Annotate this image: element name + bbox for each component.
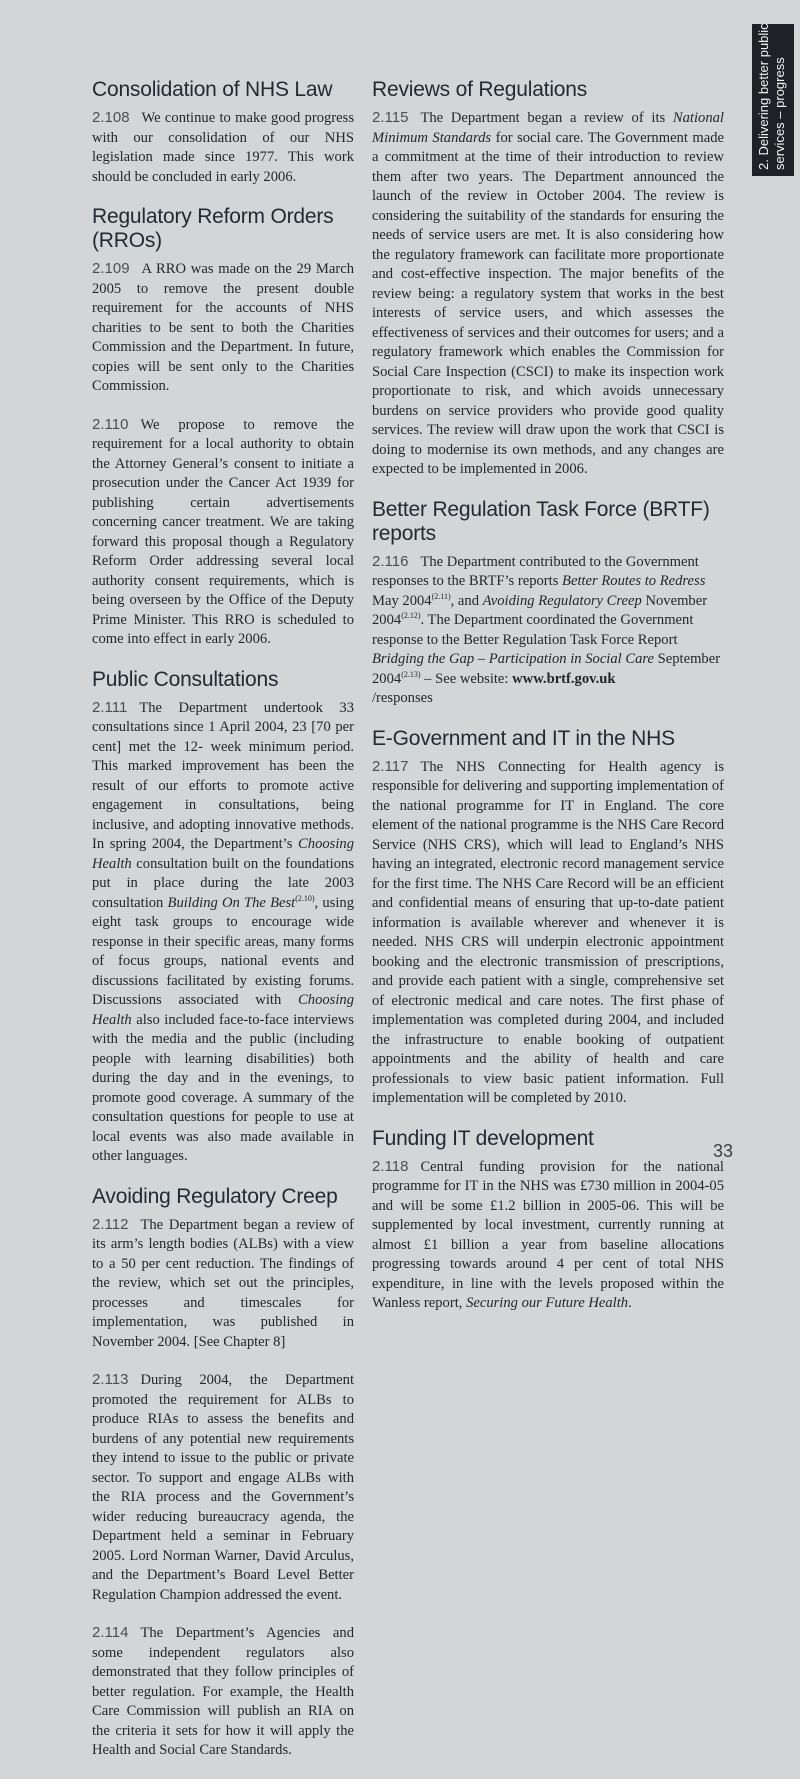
- para-text: The Department began a review of its arm’s length bodies (ALBs) with a view to a 50 per cent reduction. The findings of the review, which set out the principles, processes and timescales for implementation, was published in November 2004. [See Chapter 8]: [92, 1216, 354, 1350]
- para-text: . The Department coordinated the Government response to the Better Regulation Task Force Report: [372, 612, 694, 648]
- para-text: The Department contributed to the Government responses to the BRTF’s reports: [372, 553, 699, 589]
- website-link[interactable]: www.brtf.gov.uk: [512, 670, 616, 687]
- para-text: The Department began a review of its: [420, 110, 673, 126]
- italic-title: Avoiding Regulatory Creep: [482, 592, 642, 609]
- para-text: We continue to make good progress with our consolidation of our NHS legislation made since 1977. This work should be concluded in early 2006.: [92, 110, 354, 185]
- para-number: 2.108: [92, 109, 130, 126]
- side-tab-line: 2. Delivering better public: [756, 23, 771, 170]
- italic-title: Securing our Future Health: [466, 1295, 629, 1311]
- para-2-114: [92, 1623, 354, 1761]
- para-number: 2.113: [92, 1371, 129, 1388]
- para-2-115: [372, 108, 724, 480]
- para-2-108: [92, 108, 354, 187]
- section-side-tab: [752, 24, 794, 176]
- left-column: [92, 78, 354, 1779]
- para-text: Central funding provision for the national programme for IT in the NHS was £730 million in 2004-05 and will be some £1.2 billion in 2005-06. This will be supplemented by local investment, currently running at almost £1 billion a year from baseline allocations progressing towards around 4 per cent of total NHS expenditure, in line with the levels proposed within the Wanless report,: [372, 1158, 724, 1311]
- heading-avoiding-creep: Avoiding Regulatory Creep: [92, 1184, 338, 1208]
- para-number: 2.118: [372, 1157, 409, 1175]
- right-column: [372, 78, 724, 1332]
- heading-consolidation: Consolidation of NHS Law: [92, 78, 333, 101]
- italic-title: Choosing Health: [92, 836, 354, 872]
- italic-title: Better Routes to Redress: [562, 573, 706, 589]
- footnote-ref: (2.10): [295, 893, 315, 903]
- side-tab-text: [752, 24, 794, 176]
- para-number: 2.110: [92, 415, 129, 433]
- para-2-110: [92, 415, 354, 650]
- para-2-112: [92, 1215, 354, 1353]
- para-2-117: [372, 757, 724, 1109]
- para-text: A RRO was made on the 29 March 2005 to remove the present double requirement for the accounts of NHS charities to be sent to both the Charities Commission and the Department. In future, copies will be sent only to the Charities Commission.: [92, 261, 354, 394]
- para-text: /responses: [372, 690, 433, 706]
- italic-title: Bridging the Gap – Participation in Social Care: [372, 651, 654, 667]
- footnote-ref: (2.13): [401, 669, 421, 679]
- heading-public-consultations: Public Consultations: [92, 667, 279, 691]
- heading-rros: Regulatory Reform Orders (RROs): [92, 205, 334, 252]
- para-text: We propose to remove the requirement for a local authority to obtain the Attorney General’s consent to initiate a prosecution under the Cancer Act 1939 for publishing certain advertisements concerning cancer treatment. We are taking forward this proposal though a Regulatory Reform Order addressing several local authority consent requirements, which is being overseen by the Office of the Deputy Prime Minister. This RRO is scheduled to come into effect in early 2006.: [92, 416, 354, 647]
- para-number: 2.109: [92, 260, 130, 277]
- para-text: , and: [450, 592, 483, 609]
- para-text: consultation built on the foundations put in place during the late 2003 consultation: [92, 855, 354, 911]
- italic-title: Choosing Health: [92, 992, 354, 1028]
- para-text: During 2004, the Department promoted the requirement for ALBs to produce RIAs to assess the benefits and burdens of any potential new requirements they intend to issue to the public or private sector. To support and engage ALBs with the RIA process and the Government’s wider reducing bureaucracy agenda, the Department held a seminar in February 2005. Lord Norman Warner, David Arculus, and the Department’s Board Level Better Regulation Champion addressed the event.: [92, 1372, 354, 1603]
- para-text: The NHS Connecting for Health agency is responsible for delivering and supporting implementation of the national programme for IT in England. The core element of the national programme is the NHS Care Record Service (NHS CRS), which will lead to England’s NHS having an integrated, electronic record management service for the first time. The NHS Care Record will be an efficient and confidential means of ensuring that up-to-date patient information is available wherever and whenever it is needed. NHS CRS will underpin electronic appointment booking and the electronic transmission of prescriptions, and provide each patient with a single, comprehensive set of electronic medical and care notes. The first phase of implementation was completed during 2004, and included the infrastructure to enable booking of outpatient appointments and the ability of health and care professionals to view basic patient information. Full implementation will be completed by 2010.: [372, 758, 724, 1106]
- para-2-113: [92, 1370, 354, 1605]
- para-text: May 2004: [372, 592, 432, 609]
- para-number: 2.111: [92, 698, 128, 716]
- heading-funding-it: Funding IT development: [372, 1126, 594, 1150]
- side-tab-line: services – progress: [772, 57, 787, 170]
- heading-egov-it: E-Government and IT in the NHS: [372, 726, 675, 750]
- para-number: 2.112: [92, 1215, 129, 1233]
- para-text: .: [628, 1295, 632, 1311]
- para-text: November 2004: [372, 592, 708, 628]
- para-text: The Department undertook 33 consultations since 1 April 2004, 23 [70 per cent] met the 12- week minimum period. This marked improvement has been the result of our efforts to promote active engagement in consultations, being inclusive, and adopting innovative methods. In spring 2004, the Department’s: [92, 699, 354, 852]
- para-text: September 2004: [372, 651, 721, 687]
- heading-reviews: Reviews of Regulations: [372, 78, 588, 101]
- para-text: also included face-to-face interviews with the media and the public (including people with learning disabilities) both during the day and in the evenings, to promote good coverage. A summary of the consultation questions for people to use at local events was also made available in other languages.: [92, 1011, 354, 1164]
- para-text: – See website:: [420, 670, 513, 687]
- para-number: 2.114: [92, 1624, 129, 1641]
- para-text: , using eight task groups to encourage wide response in their specific areas, many forms of focus groups, national events and discussions facilitated by existing forums. Discussions associated with: [92, 894, 354, 1008]
- italic-title: National Minimum Standards: [372, 110, 724, 146]
- footnote-ref: (2.12): [401, 611, 421, 621]
- italic-title: Building On The Best: [167, 894, 296, 911]
- page-number: 33: [713, 1141, 734, 1161]
- para-number: 2.115: [372, 109, 409, 126]
- para-2-109: [92, 259, 354, 397]
- footnote-ref: (2.11): [431, 591, 451, 601]
- para-number: 2.116: [372, 552, 409, 570]
- para-text: for social care. The Government made a commitment at the time of their introduction to review them after two years. The Department announced the launch of the review in October 2004. The review is considering the suitability of the standards for ensuring the needs of service users are met. It is also considering how the regulatory framework can facilitate more proportionate and cost-effective inspection. The major benefits of the review being: a regulatory system that works in the best interests of service users, and which assesses the effectiveness of services and their outcomes for users; and a regulatory framework which enables the Commission for Social Care Inspection (CSCI) to make its inspection work proportionate to risk, and which avoids unnecessary burdens on service providers who provide good quality services. The review will draw upon the work that CSCI is doing to modernise its own methods, and any changes are expected to be implemented in 2006.: [372, 129, 724, 477]
- para-2-118: [372, 1157, 724, 1314]
- para-number: 2.117: [372, 757, 409, 775]
- para-2-116: [372, 552, 724, 709]
- heading-brtf: Better Regulation Task Force (BRTF) reports: [372, 497, 710, 545]
- para-2-111: [92, 698, 354, 1167]
- para-text: The Department’s Agencies and some independent regulators also demonstrated that they follow principles of better regulation. For example, the Health Care Commission will publish an RIA on the criteria it sets for how it will apply the Health and Social Care Standards.: [92, 1625, 354, 1758]
